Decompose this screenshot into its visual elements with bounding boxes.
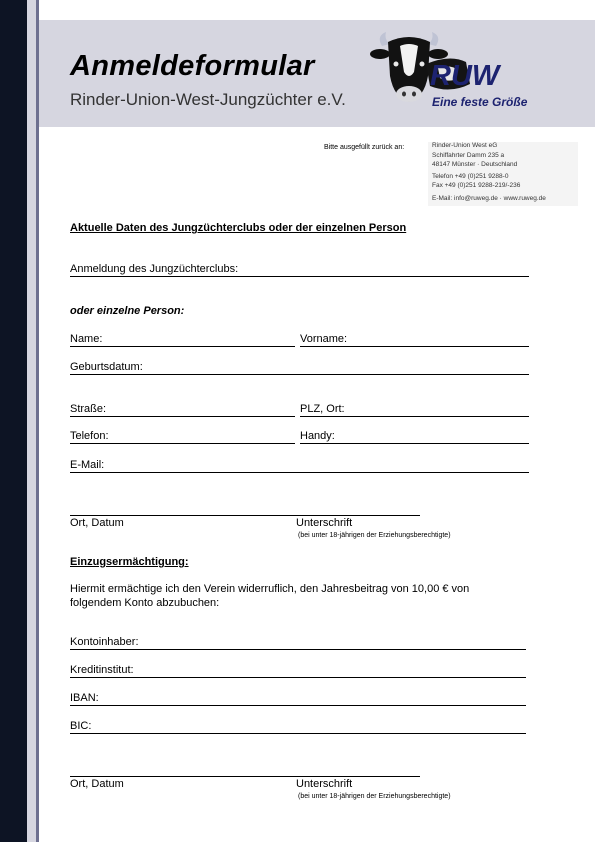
form-title: Anmeldeformular (70, 50, 315, 82)
account-holder-field[interactable] (70, 649, 526, 650)
logo-slogan: Eine feste Größe (432, 95, 528, 109)
club-label: Anmeldung des Jungzüchterclubs: (70, 263, 239, 275)
left-border-stripe (0, 0, 27, 842)
zip-city-label: PLZ, Ort: (300, 403, 345, 415)
bank-field[interactable] (70, 677, 526, 678)
phone-field[interactable] (70, 443, 295, 444)
mobile-field[interactable] (300, 443, 529, 444)
phone-label: Telefon: (70, 430, 109, 442)
email-field[interactable] (70, 472, 529, 473)
address-line: E-Mail: info@ruweg.de · www.ruweg.de (432, 195, 546, 202)
organization-subtitle: Rinder-Union-West-Jungzüchter e.V. (70, 90, 346, 109)
birthdate-field[interactable] (70, 374, 529, 375)
iban-field[interactable] (70, 705, 526, 706)
guardian-note: (bei unter 18-jährigen der Erziehungsberechtigte) (298, 532, 451, 539)
debit-authorization-text: folgendem Konto abzubuchen: (70, 597, 220, 609)
first-name-field[interactable] (300, 346, 529, 347)
email-label: E-Mail: (70, 459, 105, 471)
place-date-signature-field[interactable] (70, 776, 420, 777)
bic-label: BIC: (70, 720, 92, 732)
address-line: Fax +49 (0)251 9288-219/-236 (432, 182, 521, 189)
street-label: Straße: (70, 403, 107, 415)
signature-label: Unterschrift (296, 517, 353, 529)
place-date-label: Ort, Datum (70, 778, 124, 790)
guardian-note: (bei unter 18-jährigen der Erziehungsberechtigte) (298, 793, 451, 800)
address-line: Telefon +49 (0)251 9288-0 (432, 173, 509, 180)
section-heading-current-data: Aktuelle Daten des Jungzüchterclubs oder der einzelnen Person (70, 222, 407, 234)
first-name-label: Vorname: (300, 333, 348, 345)
place-date-signature-field[interactable] (70, 515, 420, 516)
address-line: Schiffahrter Damm 235 a (432, 152, 505, 159)
section-heading-direct-debit: Einzugsermächtigung: (70, 556, 189, 568)
return-label: Bitte ausgefüllt zurück an: (324, 144, 405, 151)
or-person-label: oder einzelne Person: (70, 305, 185, 317)
bic-field[interactable] (70, 733, 526, 734)
bank-label: Kreditinstitut: (70, 664, 134, 676)
club-field[interactable] (70, 276, 529, 277)
iban-label: IBAN: (70, 692, 99, 704)
place-date-label: Ort, Datum (70, 517, 124, 529)
mobile-label: Handy: (300, 430, 335, 442)
account-holder-label: Kontoinhaber: (70, 636, 139, 648)
address-line: 48147 Münster · Deutschland (432, 161, 518, 168)
name-label: Name: (70, 333, 103, 345)
street-field[interactable] (70, 416, 295, 417)
birthdate-label: Geburtsdatum: (70, 361, 143, 373)
signature-label: Unterschrift (296, 778, 353, 790)
debit-authorization-text: Hiermit ermächtige ich den Verein widerruflich, den Jahresbeitrag von 10,00 € von (70, 583, 470, 595)
left-border-stripe-light (27, 0, 36, 842)
address-line: Rinder-Union West eG (432, 142, 498, 149)
name-field[interactable] (70, 346, 295, 347)
logo-text: RUW (430, 60, 500, 92)
zip-city-field[interactable] (300, 416, 529, 417)
